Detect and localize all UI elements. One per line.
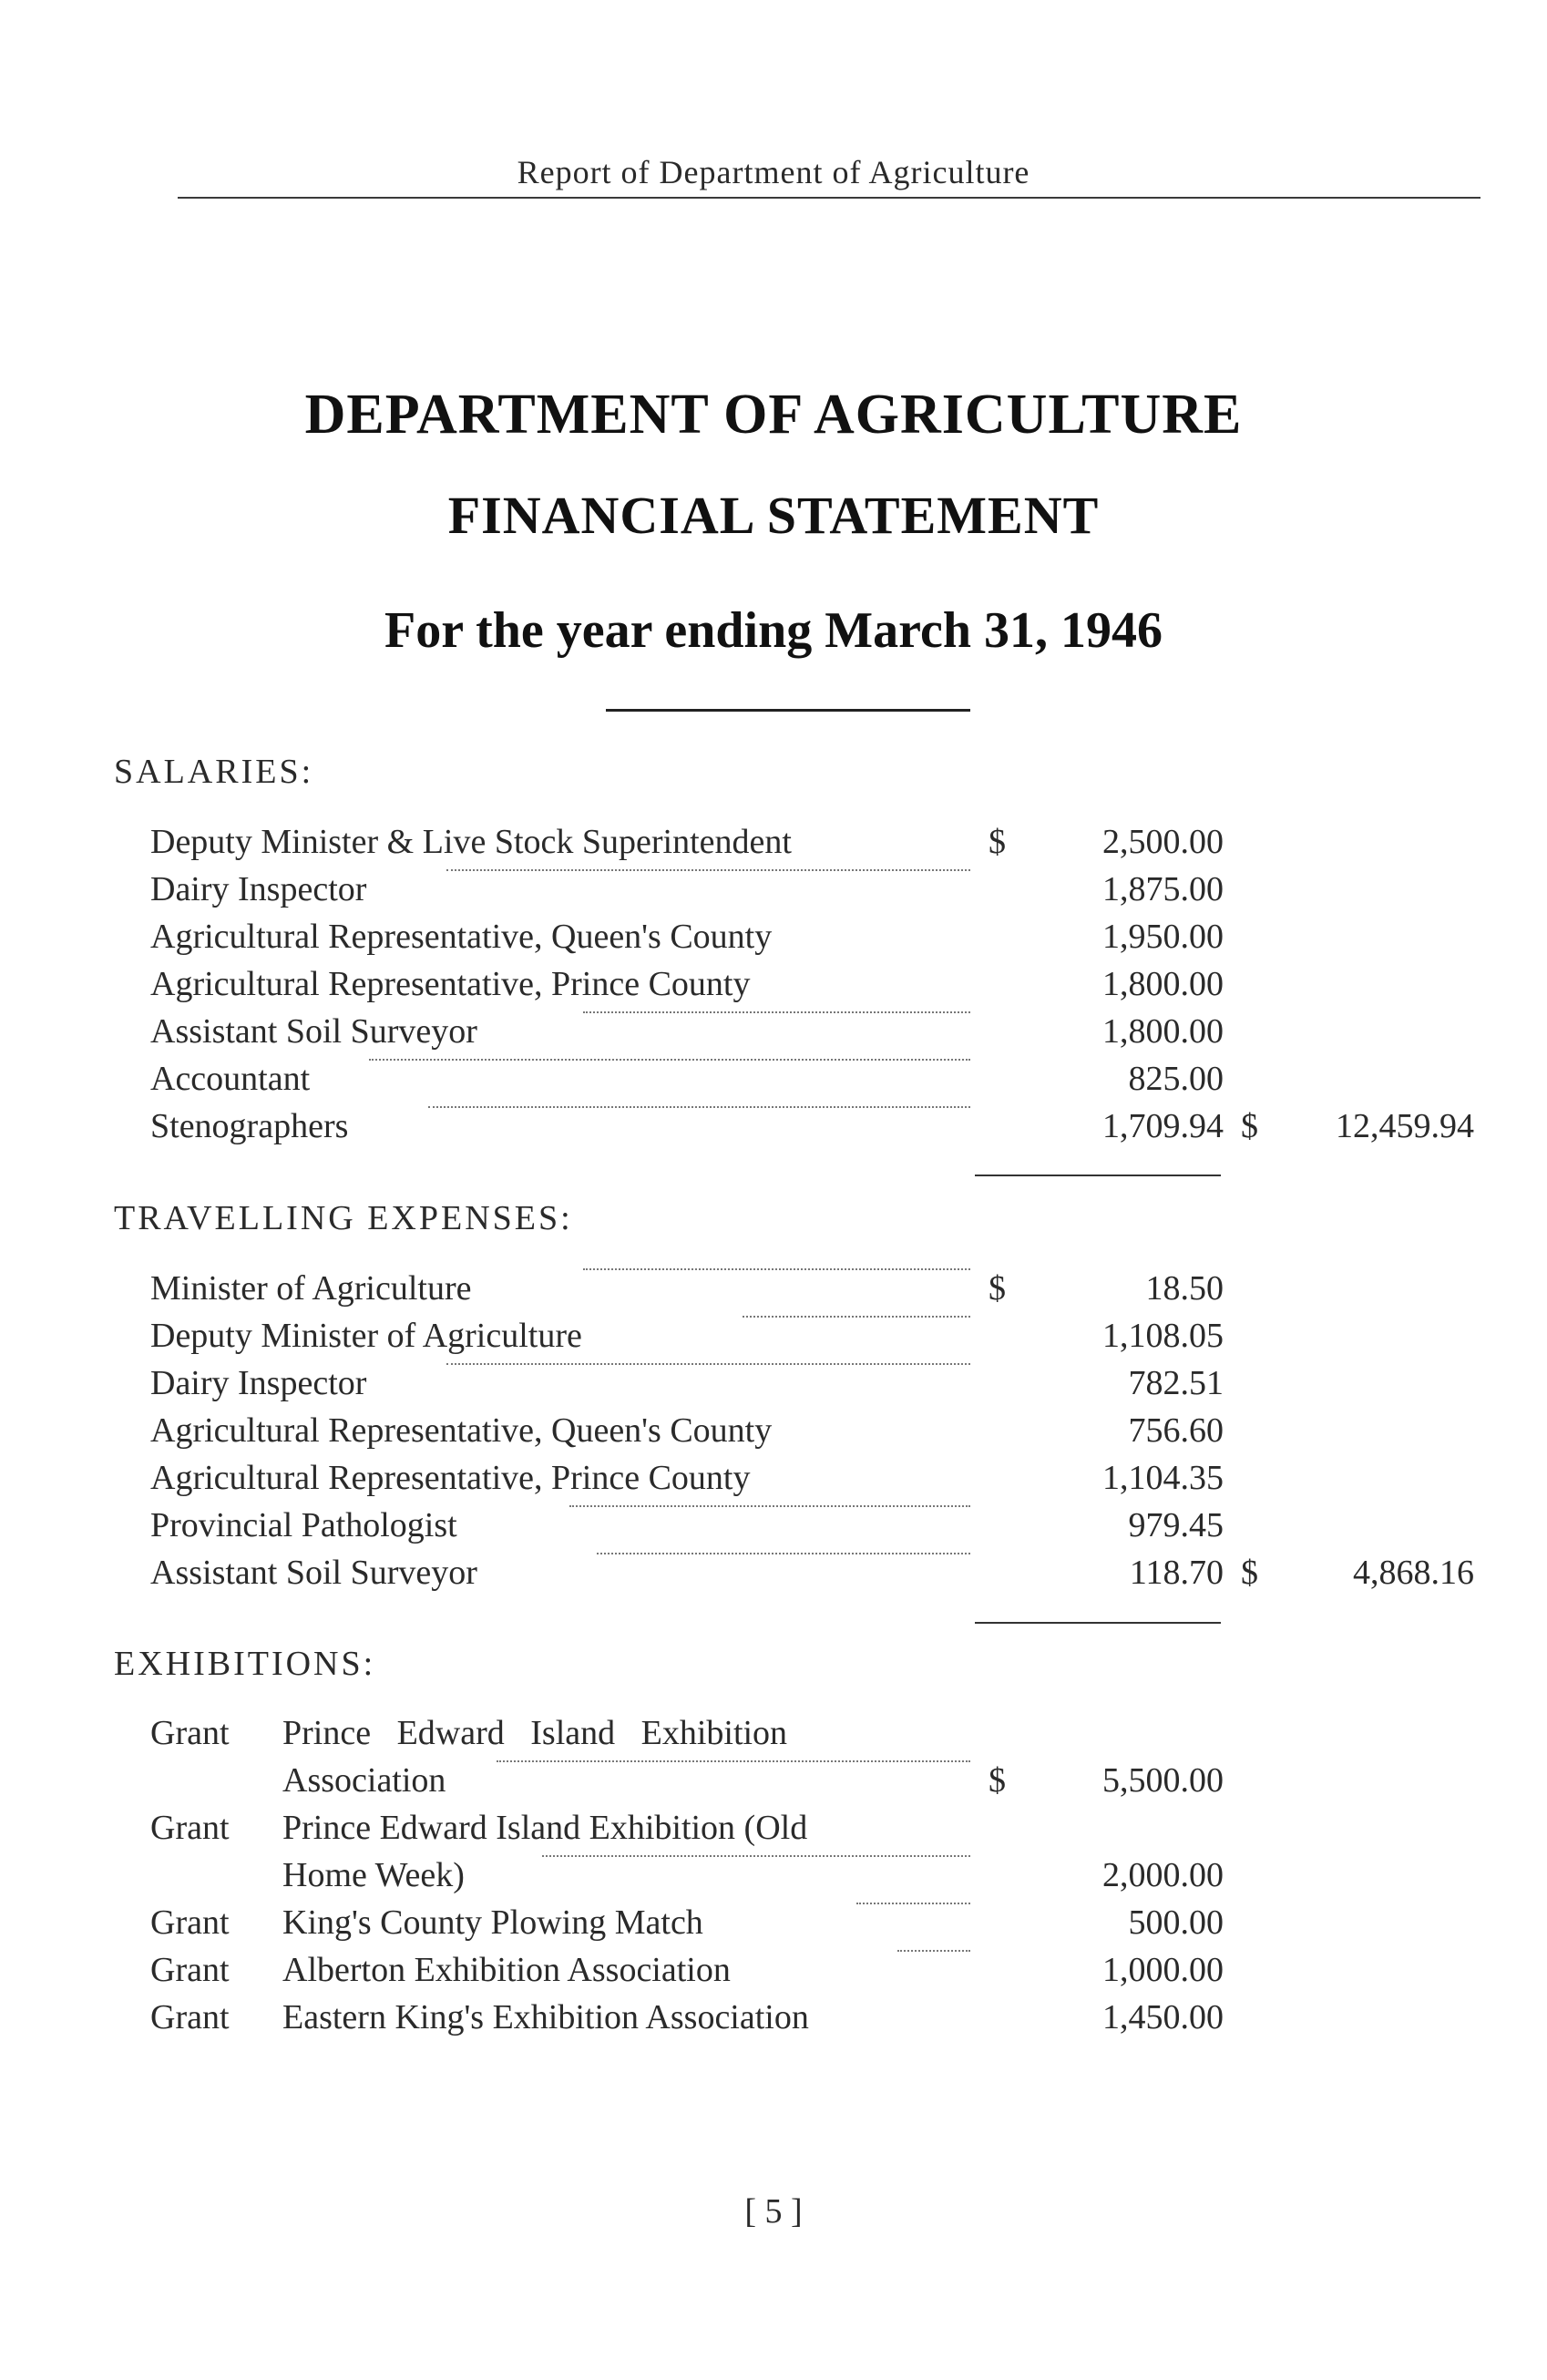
salary-amount: 1,950.00 <box>1102 918 1224 956</box>
salary-label: Dairy Inspector <box>150 870 367 908</box>
travel-row <box>0 1268 1547 1314</box>
travel-amount: 1,108.05 <box>1102 1317 1224 1355</box>
exhibition-label: King's County Plowing Match <box>282 1903 703 1942</box>
dot-leader <box>446 869 970 871</box>
salary-label: Deputy Minister & Live Stock Superintendent <box>150 823 792 861</box>
total-dollar-sign: $ <box>1241 1554 1258 1592</box>
salary-label: Assistant Soil Surveyor <box>150 1012 477 1051</box>
travel-amount: 1,104.35 <box>1102 1459 1224 1497</box>
salary-label: Agricultural Representative, Prince County <box>150 965 751 1003</box>
travel-row <box>0 1505 1547 1551</box>
dot-leader <box>583 1268 970 1270</box>
salary-row <box>0 917 1547 962</box>
travel-row <box>0 1316 1547 1361</box>
salary-row <box>0 869 1547 915</box>
grant-word: Grant <box>150 1998 230 2036</box>
page-folio: [ 5 ] <box>744 2192 803 2231</box>
running-head: Report of Department of Agriculture <box>517 154 1030 190</box>
dot-leader <box>743 1316 970 1318</box>
total-dollar-sign: $ <box>1241 1107 1258 1145</box>
travel-label: Deputy Minister of Agriculture <box>150 1317 582 1355</box>
salary-amount: 1,800.00 <box>1102 1012 1224 1051</box>
travel-row <box>0 1458 1547 1503</box>
salary-row <box>0 1106 1547 1152</box>
salary-amount: 1,875.00 <box>1102 870 1224 908</box>
title-year-ending: For the year ending March 31, 1946 <box>384 602 1163 659</box>
grant-word: Grant <box>150 1903 230 1942</box>
exhibition-row <box>0 1997 1547 2043</box>
title-rule <box>606 709 970 712</box>
sum-rule <box>975 1175 1221 1176</box>
dot-leader <box>369 1059 970 1061</box>
dot-leader <box>497 1760 970 1762</box>
exhibition-row <box>0 1808 1547 1853</box>
travel-label: Dairy Inspector <box>150 1364 367 1402</box>
dot-leader <box>897 1950 970 1952</box>
travel-label: Agricultural Representative, Queen's County <box>150 1411 773 1450</box>
grant-word: Grant <box>150 1714 230 1752</box>
travel-row <box>0 1411 1547 1456</box>
dot-leader <box>583 1011 970 1013</box>
travel-amount: 756.60 <box>1128 1411 1224 1450</box>
exhibition-row <box>0 1713 1547 1759</box>
exhibition-row <box>0 1855 1547 1901</box>
exhibition-label: Alberton Exhibition Association <box>282 1951 731 1989</box>
salary-amount: 825.00 <box>1128 1060 1224 1098</box>
travel-amount: 782.51 <box>1128 1364 1224 1402</box>
salary-row <box>0 822 1547 867</box>
travel-amount: 979.45 <box>1128 1506 1224 1544</box>
grant-word: Grant <box>150 1809 230 1847</box>
dollar-sign: $ <box>989 1761 1006 1800</box>
dollar-sign: $ <box>989 823 1006 861</box>
salary-label: Agricultural Representative, Queen's County <box>150 918 773 956</box>
travel-label: Agricultural Representative, Prince County <box>150 1459 751 1497</box>
title-financial-statement: FINANCIAL STATEMENT <box>447 486 1100 545</box>
exhibition-label: Prince Edward Island Exhibition (Old <box>282 1809 808 1847</box>
travel-amount: 118.70 <box>1129 1554 1224 1592</box>
exhibition-label: Eastern King's Exhibition Association <box>282 1998 809 2036</box>
exhibition-label: Prince Edward Island Exhibition <box>282 1714 788 1752</box>
salary-row <box>0 1011 1547 1057</box>
dot-leader <box>856 1903 970 1904</box>
travel-label: Provincial Pathologist <box>150 1506 457 1544</box>
exhibition-amount: 5,500.00 <box>1102 1761 1224 1800</box>
travel-row <box>0 1553 1547 1598</box>
title-department: DEPARTMENT OF AGRICULTURE <box>304 384 1243 446</box>
exhibition-amount: 500.00 <box>1128 1903 1224 1942</box>
dot-leader <box>446 1363 970 1365</box>
dollar-sign: $ <box>989 1269 1006 1308</box>
salaries-total: 12,459.94 <box>1336 1107 1474 1145</box>
running-head-rule <box>178 197 1480 199</box>
travel-amount: 18.50 <box>1145 1269 1224 1308</box>
section-heading-travelling-expenses: TRAVELLING EXPENSES: <box>114 1199 573 1237</box>
travel-label: Assistant Soil Surveyor <box>150 1554 477 1592</box>
exhibition-label-continuation: Association <box>282 1761 446 1800</box>
salary-amount: 2,500.00 <box>1102 823 1224 861</box>
section-heading-salaries: SALARIES: <box>114 753 314 791</box>
exhibition-row <box>0 1760 1547 1806</box>
salary-amount: 1,709.94 <box>1102 1107 1224 1145</box>
salary-row <box>0 964 1547 1010</box>
dot-leader <box>542 1855 970 1857</box>
salary-amount: 1,800.00 <box>1102 965 1224 1003</box>
exhibition-row <box>0 1950 1547 1995</box>
exhibition-amount: 1,000.00 <box>1102 1951 1224 1989</box>
travel-label: Minister of Agriculture <box>150 1269 472 1308</box>
exhibition-amount: 1,450.00 <box>1102 1998 1224 2036</box>
salary-label: Accountant <box>150 1060 311 1098</box>
dot-leader <box>569 1505 970 1507</box>
dot-leader <box>428 1106 970 1108</box>
salary-label: Stenographers <box>150 1107 349 1145</box>
exhibition-row <box>0 1903 1547 1948</box>
travelling-total: 4,868.16 <box>1353 1554 1474 1592</box>
section-heading-exhibitions: EXHIBITIONS: <box>114 1645 376 1683</box>
salary-row <box>0 1059 1547 1104</box>
dot-leader <box>597 1553 970 1554</box>
exhibition-amount: 2,000.00 <box>1102 1856 1224 1894</box>
grant-word: Grant <box>150 1951 230 1989</box>
exhibition-label-continuation: Home Week) <box>282 1856 465 1894</box>
sum-rule <box>975 1622 1221 1624</box>
travel-row <box>0 1363 1547 1409</box>
